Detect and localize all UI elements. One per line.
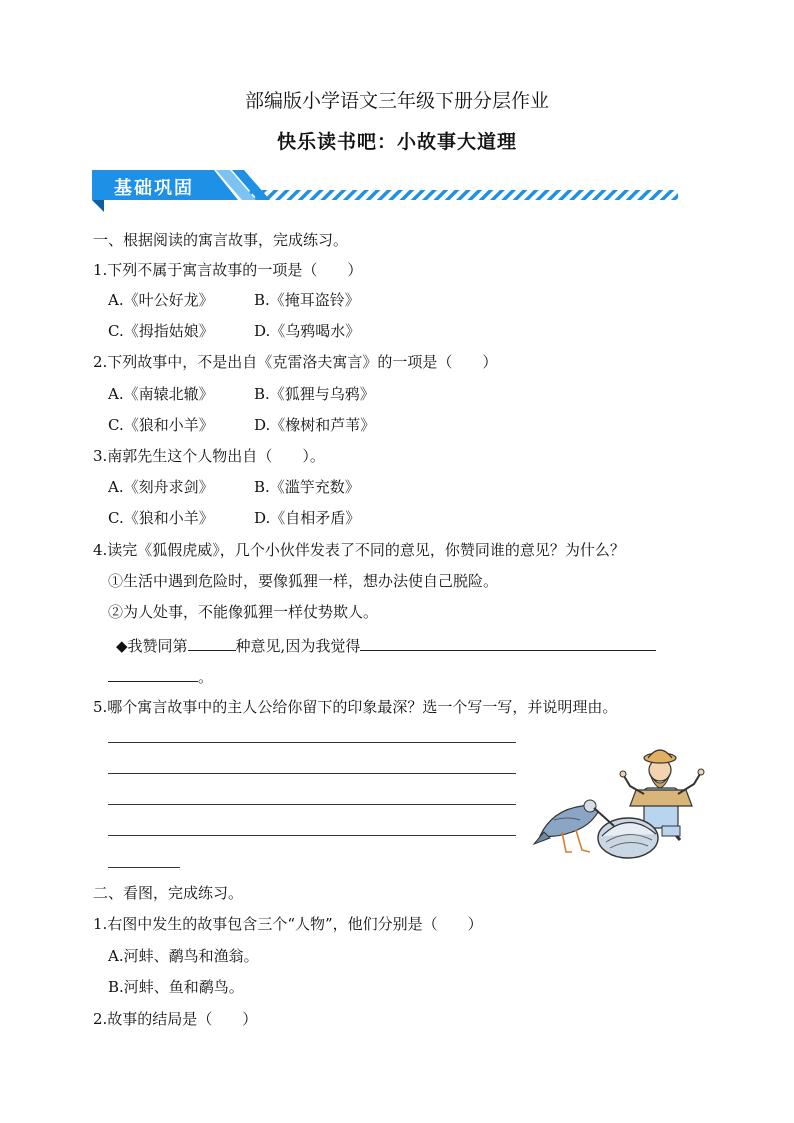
q4-blank-reason-cont[interactable] (108, 665, 198, 682)
p2-q1-stem: 1.右图中发生的故事包含三个“人物”，他们分别是（ ） (93, 915, 483, 933)
q3-option-a: A.《刻舟求剑》 (108, 478, 214, 496)
q4-fill-mid: 种意见,因为我觉得 (235, 637, 361, 655)
q1-stem: 1.下列不属于寓言故事的一项是（ ） (93, 261, 363, 279)
part1-heading: 一、根据阅读的寓言故事，完成练习。 (93, 231, 349, 249)
q4-fill-prefix: ◆我赞同第 (116, 637, 188, 655)
q4-fill-line-2 (108, 665, 213, 687)
q5-answer-line[interactable] (108, 804, 516, 805)
q4-fill-line (116, 634, 656, 656)
q3-option-d: D.《自相矛盾》 (254, 509, 361, 527)
q4-blank-number[interactable] (188, 634, 236, 651)
q1-option-c: C.《拇指姑娘》 (108, 322, 214, 340)
q2-option-b: B.《狐狸与乌鸦》 (254, 385, 375, 403)
q4-blank-reason[interactable] (360, 634, 656, 651)
q4-fill-end: 。 (198, 668, 214, 686)
q3-option-b: B.《滥竽充数》 (254, 478, 360, 496)
q3-stem: 3.南郭先生这个人物出自（ ）。 (93, 447, 325, 465)
q4-opinion-2: ②为人处事，不能像狐狸一样仗势欺人。 (108, 603, 379, 621)
banner-label: 基础巩固 (114, 178, 194, 199)
p2-q2-stem: 2.故事的结局是（ ） (93, 1010, 258, 1028)
lesson-subtitle: 快乐读书吧：小故事大道理 (276, 131, 517, 153)
fisherman-snipe-clam-illustration (532, 740, 710, 866)
q5-answer-line[interactable] (108, 742, 516, 743)
q1-option-b: B.《掩耳盗铃》 (254, 291, 360, 309)
section-banner (92, 168, 682, 214)
q1-option-a: A.《叶公好龙》 (108, 291, 214, 309)
q4-opinion-1: ①生活中遇到危险时，要像狐狸一样，想办法使自己脱险。 (108, 572, 499, 590)
q1-option-d: D.《乌鸦喝水》 (254, 322, 361, 340)
q5-stem: 5.哪个寓言故事中的主人公给你留下的印象最深？选一个写一写，并说明理由。 (93, 698, 618, 716)
worksheet-title: 部编版小学语文三年级下册分层作业 (244, 90, 549, 112)
q3-option-c: C.《狼和小羊》 (108, 509, 214, 527)
q2-stem: 2.下列故事中，不是出自《克雷洛夫寓言》的一项是（ ） (93, 353, 498, 371)
p2-q1-option-b: B.河蚌、鱼和鹬鸟。 (108, 978, 244, 996)
q2-option-c: C.《狼和小羊》 (108, 416, 214, 434)
q5-answer-line[interactable] (108, 773, 516, 774)
q2-option-d: D.《橡树和芦苇》 (254, 416, 376, 434)
q5-answer-line-short[interactable] (108, 867, 180, 868)
q5-answer-line[interactable] (108, 835, 516, 836)
q2-option-a: A.《南辕北辙》 (108, 385, 214, 403)
p2-q1-option-a: A.河蚌、鹬鸟和渔翁。 (108, 947, 259, 965)
part2-heading: 二、看图，完成练习。 (93, 884, 244, 902)
q4-stem: 4.读完《狐假虎威》，几个小伙伴发表了不同的意见，你赞同谁的意见？为什么？ (93, 541, 625, 559)
